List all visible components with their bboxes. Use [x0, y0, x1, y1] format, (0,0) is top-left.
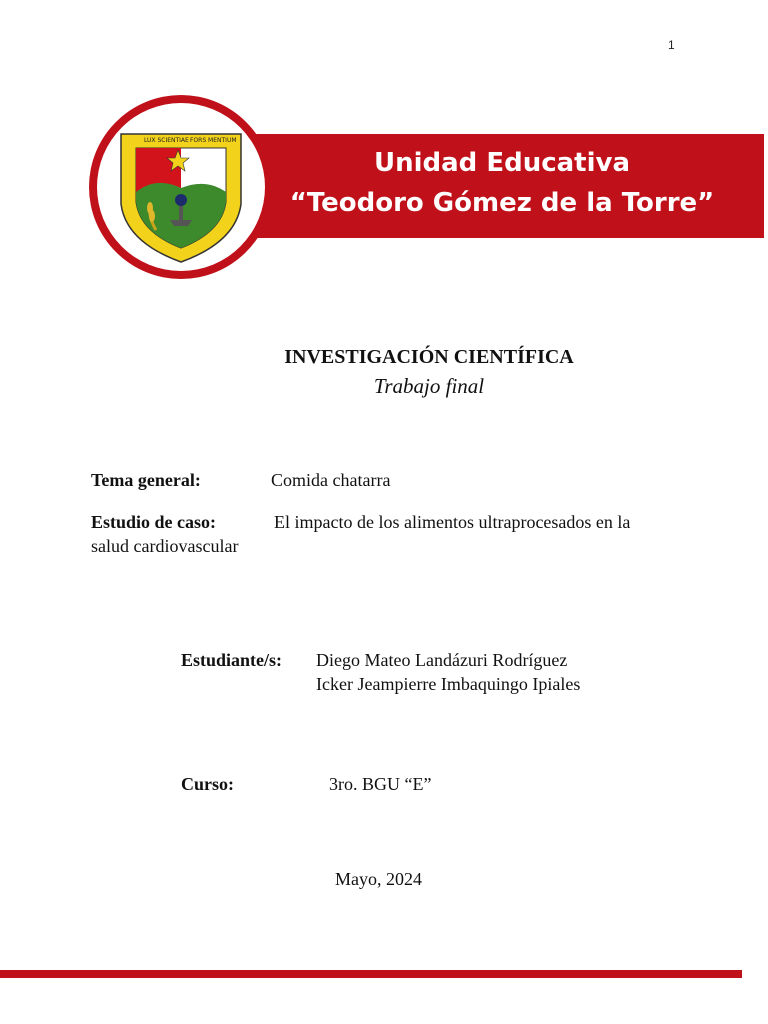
document-subtitle: Trabajo final — [373, 374, 485, 398]
document-title: INVESTIGACIÓN CIENTÍFICA — [284, 346, 574, 368]
curso-value: 3ro. BGU “E” — [329, 774, 432, 794]
school-logo — [86, 92, 276, 282]
caso-value-line2: salud cardiovascular — [91, 536, 239, 556]
institution-name: Unidad Educativa — [373, 148, 631, 178]
caso-label: Estudio de caso: — [91, 512, 217, 532]
tema-label: Tema general: — [91, 470, 201, 490]
logo-text-left: LUX SCIENTIAE — [144, 137, 189, 144]
student-name: Icker Jeampierre Imbaquingo Ipiales — [316, 674, 581, 694]
tema-value: Comida chatarra — [271, 470, 391, 490]
institution-banner — [200, 134, 764, 238]
school-crest-icon — [86, 92, 276, 282]
curso-label: Curso: — [181, 774, 234, 794]
student-name: Diego Mateo Landázuri Rodríguez — [316, 650, 568, 670]
page-number: 1 — [668, 38, 675, 52]
caso-value-line1: El impacto de los alimentos ultraprocesados en la — [274, 512, 631, 532]
footer-rule — [0, 970, 742, 978]
institution-full-name: “Teodoro Gómez de la Torre” — [289, 188, 715, 218]
date: Mayo, 2024 — [335, 869, 422, 889]
logo-text-right: FORS MENTIUM — [190, 137, 237, 144]
estudiantes-label: Estudiante/s: — [181, 650, 283, 670]
